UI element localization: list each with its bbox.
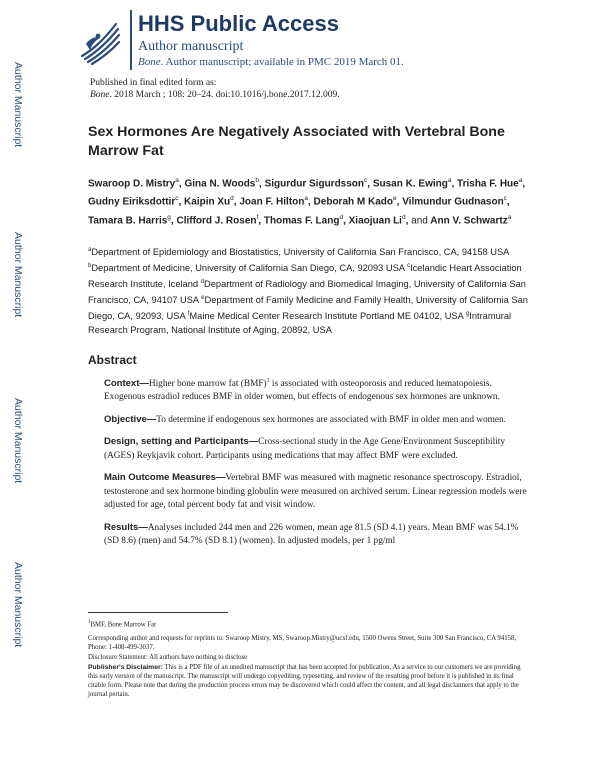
disclosure-statement: Disclosure Statement: All authors have nothing to disclose: [88, 653, 248, 661]
affiliation-marker: f: [187, 310, 190, 317]
footnote-divider: [88, 612, 228, 613]
corresponding-author: Corresponding author and requests for reprints to: Swaroop Mistry, MS, Swaroop.Mistry@ucsf.edu, 1500 Owens Street, Suite 300 San Francisco, CA 94158, Phone: 1-408-499-3037.: [88, 635, 517, 652]
citation-line: [90, 89, 340, 101]
affiliation-text: Maine Medical Center Research Institute Portland ME 04102, USA: [189, 311, 466, 322]
author-affiliation-marker: a: [175, 177, 179, 184]
author-name: Deborah M Kado: [313, 196, 393, 208]
article-title: Sex Hormones Are Negatively Associated with Vertebral Bone Marrow Fat: [88, 124, 505, 159]
header-divider: [130, 10, 132, 70]
affiliation-text: Department of Family Medicine and Family Health, University of California San Diego, CA, 92093, USA: [88, 295, 528, 322]
published-label: Published in final edited form as:: [90, 78, 217, 88]
publication-info: [90, 77, 340, 101]
affiliation-marker: c: [407, 262, 411, 269]
author-name: Xiaojuan Li: [348, 214, 402, 226]
affiliation-text: Department of Radiology and Biomedical Imaging, University of California San Francisco, CA, 94107 USA: [88, 279, 526, 306]
affiliations: [88, 244, 530, 338]
author-affiliation-marker: a: [518, 177, 523, 184]
citation-journal: Bone: [90, 90, 110, 100]
article-content: [88, 123, 530, 549]
affiliation-text: Department of Epidemiology and Biostatistics, University of California San Francisco, CA, 94158 USA: [91, 247, 509, 258]
affiliation-text: Department of Medicine, University of California San Diego, CA, 92093 USA: [91, 263, 408, 274]
author-affiliation-marker: e: [393, 195, 397, 203]
affiliation-marker: g: [465, 310, 470, 317]
hhs-header: [68, 8, 528, 70]
side-label-author-manuscript: Author Manuscript: [12, 62, 24, 148]
author-affiliation-marker: f: [256, 213, 259, 221]
side-label-author-manuscript: Author Manuscript: [12, 232, 24, 318]
hhs-eagle-logo-icon: [76, 16, 122, 66]
author-name: Tamara B. Harris: [88, 214, 168, 226]
side-label-author-manuscript: Author Manuscript: [12, 562, 24, 648]
author-name: Joan F. Hilton: [239, 196, 305, 208]
section-lead: Results: [104, 521, 139, 533]
author-affiliation-marker: a: [304, 195, 308, 203]
hhs-title: HHS Public Access: [138, 11, 339, 36]
author-affiliation-marker: c: [364, 177, 368, 184]
author-and: and: [411, 214, 428, 226]
affiliation-marker: e: [201, 294, 205, 301]
availability-journal: Bone: [138, 56, 161, 68]
author-affiliation-marker: a: [447, 177, 452, 184]
affiliation-marker: b: [88, 262, 92, 269]
section-text: Higher bone marrow fat (BMF): [148, 378, 267, 389]
hhs-subtitle: Author manuscript: [138, 39, 244, 54]
abstract-results: Results—Analyses included 244 men and 226 women, mean age 81.5 (SD 4.1) years. Mean BMF was 54.1% (SD 8.6) (men) and 54.7% (SD 8.1) (women). In adjusted models, per 1 pg/ml: [104, 521, 519, 547]
affiliation-text: Intramural Research Program, National Institute of Aging, 20892, USA: [88, 311, 512, 335]
author-name: Kaipin Xu: [184, 196, 231, 208]
availability-line: [138, 56, 404, 68]
abstract-heading: Abstract: [88, 352, 137, 367]
author-affiliation-marker: c: [503, 195, 507, 203]
footnote-ref: 1: [266, 377, 270, 384]
side-label-author-manuscript: Author Manuscript: [12, 398, 24, 484]
author-name: Vilmundur Gudnason: [402, 196, 504, 208]
section-text: is associated with osteoporosis and reduced hematopoiesis. Exogenous estradiol reduces BMF in older women, but effects of endogenous sex hormones are unknown.: [104, 378, 500, 403]
footnote-marker: 1: [88, 620, 91, 625]
footnote-text: BMF, Bone Marrow Fat: [90, 621, 157, 629]
affiliation-marker: a: [88, 246, 92, 253]
section-text: Analyses included 244 men and 226 women, mean age 81.5 (SD 4.1) years. Mean BMF was 54.1% (SD 8.6) (men) and 54.7% (SD 8.1) (women). In adjusted models, per 1 pg/ml: [104, 522, 519, 547]
citation-text: . 2018 March ; 108: 20–24. doi:10.1016/j.bone.2017.12.009.: [109, 90, 340, 100]
disclaimer-lead: Publisher's Disclaimer:: [88, 663, 163, 671]
author-affiliation-marker: d: [230, 195, 234, 203]
publisher-disclaimer: [88, 664, 530, 700]
affiliation-text: Icelandic Heart Association Research Institute, Iceland: [88, 263, 522, 290]
author-name: Gudny Eiriksdottir: [88, 196, 176, 208]
section-lead: Design, setting and Participants: [104, 436, 249, 448]
author-name: Swaroop D. Mistry: [88, 178, 176, 190]
abstract-outcome: Main Outcome Measures—Vertebral BMF was measured with magnetic resonance spectroscopy. Estradiol, testosterone and sex hormone binding globulin were measured on archived serum. Linear regression models were adjusted for age, total percent body fat and visit window.: [104, 472, 527, 511]
author-name: Trisha F. Hue: [457, 178, 519, 190]
abstract-context: Context—Higher bone marrow fat (BMF)$^1$ is associated with osteoporosis and reduced hematopoiesis. Exogenous estradiol reduces BMF in older women, but effects of endogenous sex hormones are unknown.: [104, 377, 500, 403]
section-text: Cross-sectional study in the Age Gene/Environment Susceptibility (AGES) Reykjavik cohort. Participants using medications that may affect BMF were excluded.: [104, 437, 505, 461]
author-name: Susan K. Ewing: [372, 178, 448, 190]
author-name: Ann V. Schwartz: [430, 214, 508, 226]
affiliation-marker: d: [200, 278, 205, 285]
author-list: Swaroop D. Mistry$^a$, Gina N. Woods$^b$, Sigurdur Sigurdsson$^c$, Susan K. Ewing$^a$, Trisha F. Hue$^a$, Gudny Eiriksdottir$^c$, Kaipin Xu$^d$, Joan F. Hilton$^a$, Deborah M Kado$^e$, Vilmundur Gudnason$^c$, Tamara B. Harris$^g$, Clifford J. Rosen$^f$, Thomas F. Lang$^d$, Xiaojuan Li$^d$, and Ann V. Schwartz$^a$: [88, 177, 526, 226]
author-affiliation-marker: b: [255, 177, 259, 184]
author-name: Clifford J. Rosen: [176, 214, 257, 226]
section-text: To determine if endogenous sex hormones are associated with BMF in older men and women.: [156, 414, 506, 425]
footnotes: [88, 619, 530, 701]
section-lead: Objective: [104, 413, 147, 425]
author-affiliation-marker: d: [401, 213, 406, 221]
availability-text: . Author manuscript; available in PMC 2019 March 01.: [160, 56, 404, 68]
section-text: Vertebral BMF was measured with magnetic resonance spectroscopy. Estradiol, testosterone and sex hormone binding globulin were measured on archived serum. Linear regression models were adjusted for age, total percent body fat and visit window.: [104, 473, 527, 511]
disclaimer-text: This is a PDF file of an unedited manuscript that has been accepted for publication. As a service to our customers we are providing this early version of the manuscript. The manuscript will undergo copyediting, typesetting, and review of the resulting proof before it is published in its final citable form. Please note that during the production process errors may be discovered which could affect the content, and all legal disclaimers that apply to the journal pertain.: [88, 663, 521, 698]
section-lead: Context: [104, 377, 140, 389]
abstract-objective: Objective—To determine if endogenous sex hormones are associated with BMF in older men and women.: [104, 413, 506, 425]
section-lead: Main Outcome Measures: [104, 472, 216, 484]
abstract-design: Design, setting and Participants—Cross-sectional study in the Age Gene/Environment Susceptibility (AGES) Reykjavik cohort. Participants using medications that may affect BMF were excluded.: [104, 436, 505, 461]
footnote-1: [88, 619, 530, 630]
author-affiliation-marker: c: [175, 195, 179, 203]
author-name: Sigurdur Sigurdsson: [264, 178, 365, 190]
author-name: Gina N. Woods: [184, 178, 256, 190]
author-affiliation-marker: d: [339, 213, 344, 221]
author-affiliation-marker: a: [507, 213, 512, 221]
author-affiliation-marker: g: [167, 213, 171, 221]
author-name: Thomas F. Lang: [263, 214, 340, 226]
